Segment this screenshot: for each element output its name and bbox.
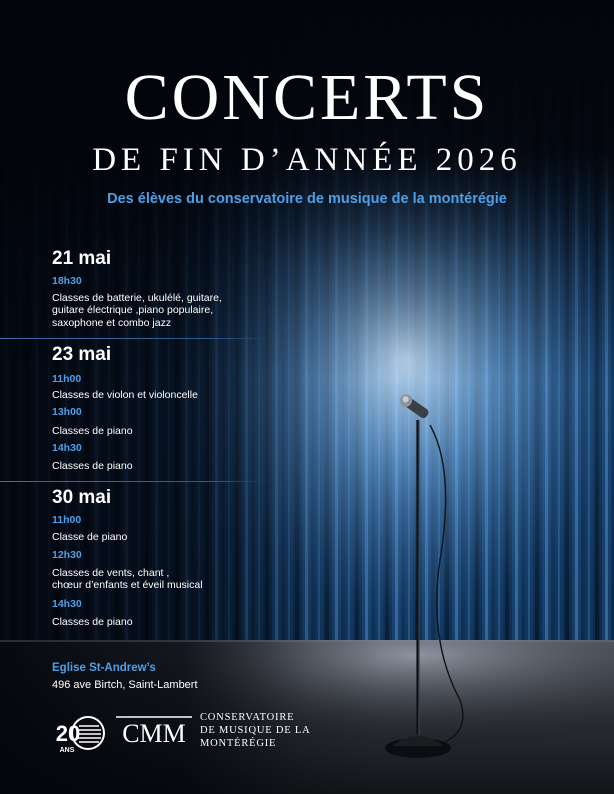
session-time: 14h30 (52, 598, 82, 610)
venue-address: 496 ave Birtch, Saint-Lambert (52, 679, 198, 691)
day-date: 23 mai (52, 344, 112, 365)
session-time: 14h30 (52, 442, 82, 454)
session-time: 11h00 (52, 373, 82, 385)
divider (0, 338, 270, 339)
class-line: Classe de piano (52, 531, 128, 543)
class-line: Classes de batterie, ukulélé, guitare, (52, 292, 222, 304)
anniversary-20-logo (55, 712, 105, 754)
session-time: 11h00 (52, 514, 82, 526)
session-classes (52, 292, 282, 329)
day-date: 21 mai (52, 248, 112, 269)
cmm-logo (114, 712, 194, 748)
venue-name: Eglise St-Andrew’s (52, 662, 156, 674)
anniversary-word: ANS (59, 747, 75, 754)
session-classes (52, 531, 282, 543)
class-line: Classes de vents, chant , (52, 567, 170, 579)
subtitle: Des élèves du conservatoire de musique de la montérégie (107, 191, 507, 207)
day-date: 30 mai (52, 487, 112, 508)
class-line: Classes de piano (52, 616, 133, 628)
session-classes (52, 425, 282, 437)
session-classes (52, 389, 282, 401)
title-concerts: CONCERTS (124, 61, 490, 134)
org-name-line: CONSERVATOIRE (200, 712, 295, 723)
title-end-of-year: DE FIN D’ANNÉE 2026 (92, 142, 522, 178)
class-line: guitare électrique ,piano populaire, (52, 304, 214, 317)
class-line: Classes de piano (52, 460, 133, 472)
session-classes (52, 567, 282, 592)
class-line: chœur d’enfants et éveil musical (52, 579, 203, 592)
org-abbrev: CMM (122, 719, 186, 748)
org-name-line: DE MUSIQUE DE LA (200, 725, 311, 736)
session-classes (52, 460, 282, 472)
class-line: Classes de piano (52, 425, 133, 437)
session-classes (52, 616, 282, 628)
class-line: Classes de violon et violoncelle (52, 389, 198, 401)
session-time: 13h00 (52, 406, 82, 418)
class-line: saxophone et combo jazz (52, 316, 172, 329)
session-time: 12h30 (52, 549, 82, 561)
org-name-line: MONTÉRÉGIE (200, 738, 277, 749)
session-time: 18h30 (52, 275, 82, 287)
anniversary-number: 20 (55, 721, 81, 746)
divider (0, 481, 270, 482)
